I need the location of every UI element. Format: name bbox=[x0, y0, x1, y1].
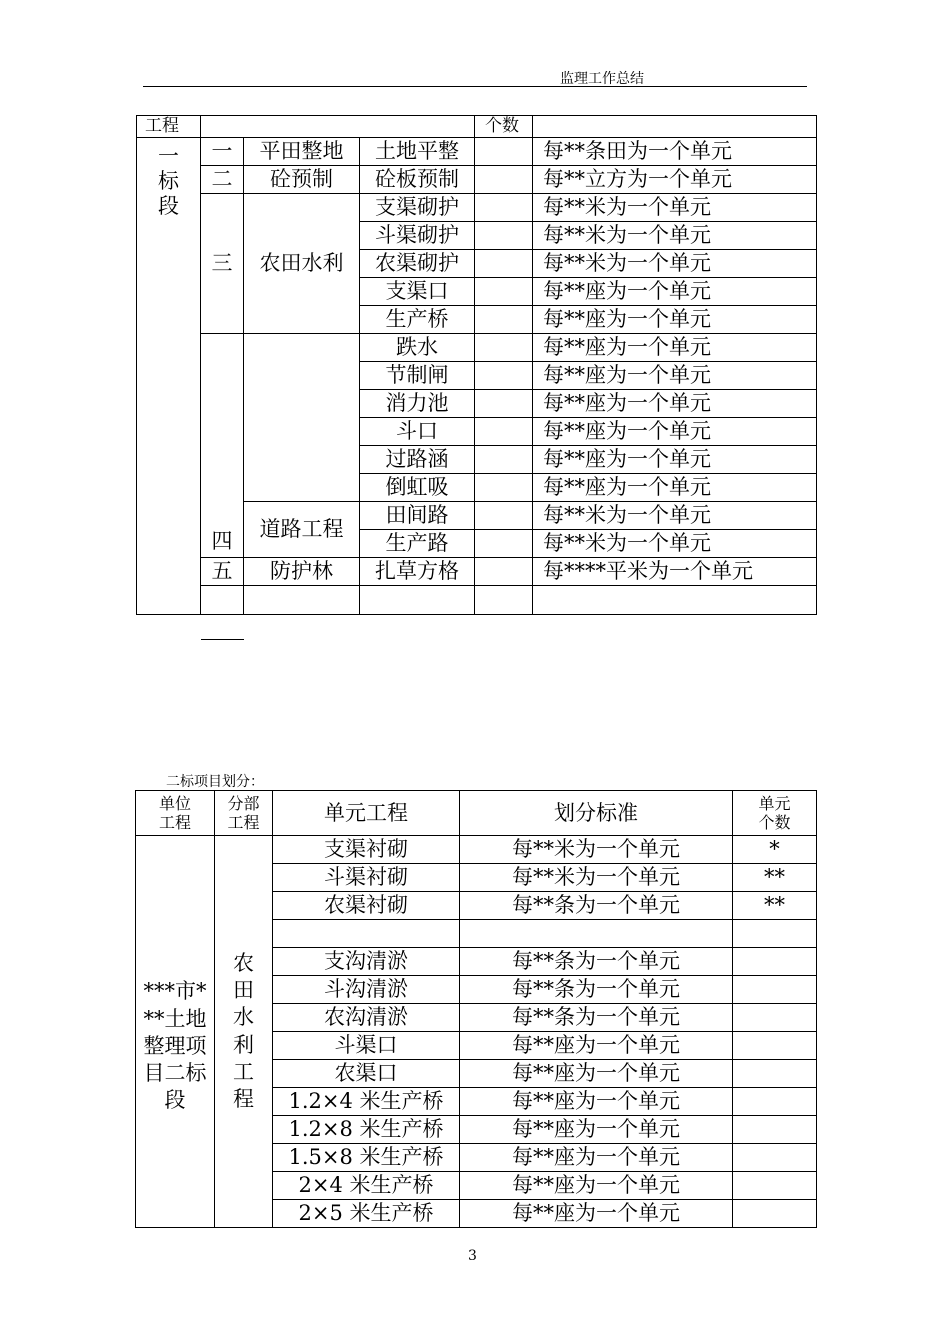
header-element: 单元工程 bbox=[273, 791, 460, 836]
table-row bbox=[137, 586, 817, 615]
header-project: 工程 bbox=[137, 116, 201, 138]
section-label: 一标段 bbox=[137, 138, 201, 615]
table-row: 支沟清淤 每**条为一个单元 bbox=[136, 948, 817, 976]
table-row: 1.2×4 米生产桥 每**座为一个单元 bbox=[136, 1088, 817, 1116]
sub-project-cell: 农田水利工程 bbox=[215, 836, 273, 1228]
table-row: 支渠口 每**座为一个单元 bbox=[137, 278, 817, 306]
group-part: 道路工程 bbox=[244, 502, 360, 558]
header-unit-project: 单位工程 bbox=[136, 791, 215, 836]
table-row: 农沟清淤 每**条为一个单元 bbox=[136, 1004, 817, 1032]
table-row: 消力池 每**座为一个单元 bbox=[137, 390, 817, 418]
table-row: 1.5×8 米生产桥 每**座为一个单元 bbox=[136, 1144, 817, 1172]
header-count: 单元个数 bbox=[733, 791, 817, 836]
table-row: 农渠口 每**座为一个单元 bbox=[136, 1060, 817, 1088]
table-row: 斗渠砌护 每**米为一个单元 bbox=[137, 222, 817, 250]
table-row: 斗渠衬砌 每**米为一个单元 ** bbox=[136, 864, 817, 892]
table-row: 生产路 每**米为一个单元 bbox=[137, 530, 817, 558]
table-row: 四 跌水 每**座为一个单元 bbox=[137, 334, 817, 362]
table-row: 农渠砌护 每**米为一个单元 bbox=[137, 250, 817, 278]
table-row: 斗口 每**座为一个单元 bbox=[137, 418, 817, 446]
group-num: 三 bbox=[201, 194, 244, 334]
table-row: 生产桥 每**座为一个单元 bbox=[137, 306, 817, 334]
table-header-row bbox=[137, 116, 817, 138]
unit-project-cell: ***市***土地整理项目二标段 bbox=[136, 836, 215, 1228]
table-row: 过路涵 每**座为一个单元 bbox=[137, 446, 817, 474]
table-row: 三 农田水利 支渠砌护 每**米为一个单元 bbox=[137, 194, 817, 222]
section-one-division-table bbox=[136, 115, 817, 615]
header-rule bbox=[143, 86, 807, 87]
table-row: 节制闸 每**座为一个单元 bbox=[137, 362, 817, 390]
header-count: 个数 bbox=[475, 116, 533, 138]
table2-caption: 二标项目划分： bbox=[166, 774, 264, 790]
table-row: 五 防护林 扎草方格 每****平米为一个单元 bbox=[137, 558, 817, 586]
section-two-division-table bbox=[135, 790, 817, 1228]
table-row: ***市***土地整理项目二标段 农田水利工程 支渠衬砌 每**米为一个单元 * bbox=[136, 836, 817, 864]
table-row: 斗渠口 每**座为一个单元 bbox=[136, 1032, 817, 1060]
page-number: 3 bbox=[468, 1248, 477, 1264]
table-row: 2×5 米生产桥 每**座为一个单元 bbox=[136, 1200, 817, 1228]
table-row: 倒虹吸 每**座为一个单元 bbox=[137, 474, 817, 502]
table-row: 一标段 一 平田整地 土地平整 每**条田为一个单元 bbox=[137, 138, 817, 166]
header-standard: 划分标准 bbox=[460, 791, 733, 836]
table-row: 道路工程 田间路 每**米为一个单元 bbox=[137, 502, 817, 530]
short-rule bbox=[201, 639, 244, 640]
table-row: 二 砼预制 砼板预制 每**立方为一个单元 bbox=[137, 166, 817, 194]
group-num: 四 bbox=[201, 334, 244, 558]
table-row: 农渠衬砌 每**条为一个单元 ** bbox=[136, 892, 817, 920]
table-header-row bbox=[136, 791, 817, 836]
table-row: 1.2×8 米生产桥 每**座为一个单元 bbox=[136, 1116, 817, 1144]
group-part: 农田水利 bbox=[244, 194, 360, 334]
page-header-title: 监理工作总结 bbox=[560, 71, 644, 87]
header-sub-project: 分部工程 bbox=[215, 791, 273, 836]
table-row: 斗沟清淤 每**条为一个单元 bbox=[136, 976, 817, 1004]
table-row: 2×4 米生产桥 每**座为一个单元 bbox=[136, 1172, 817, 1200]
